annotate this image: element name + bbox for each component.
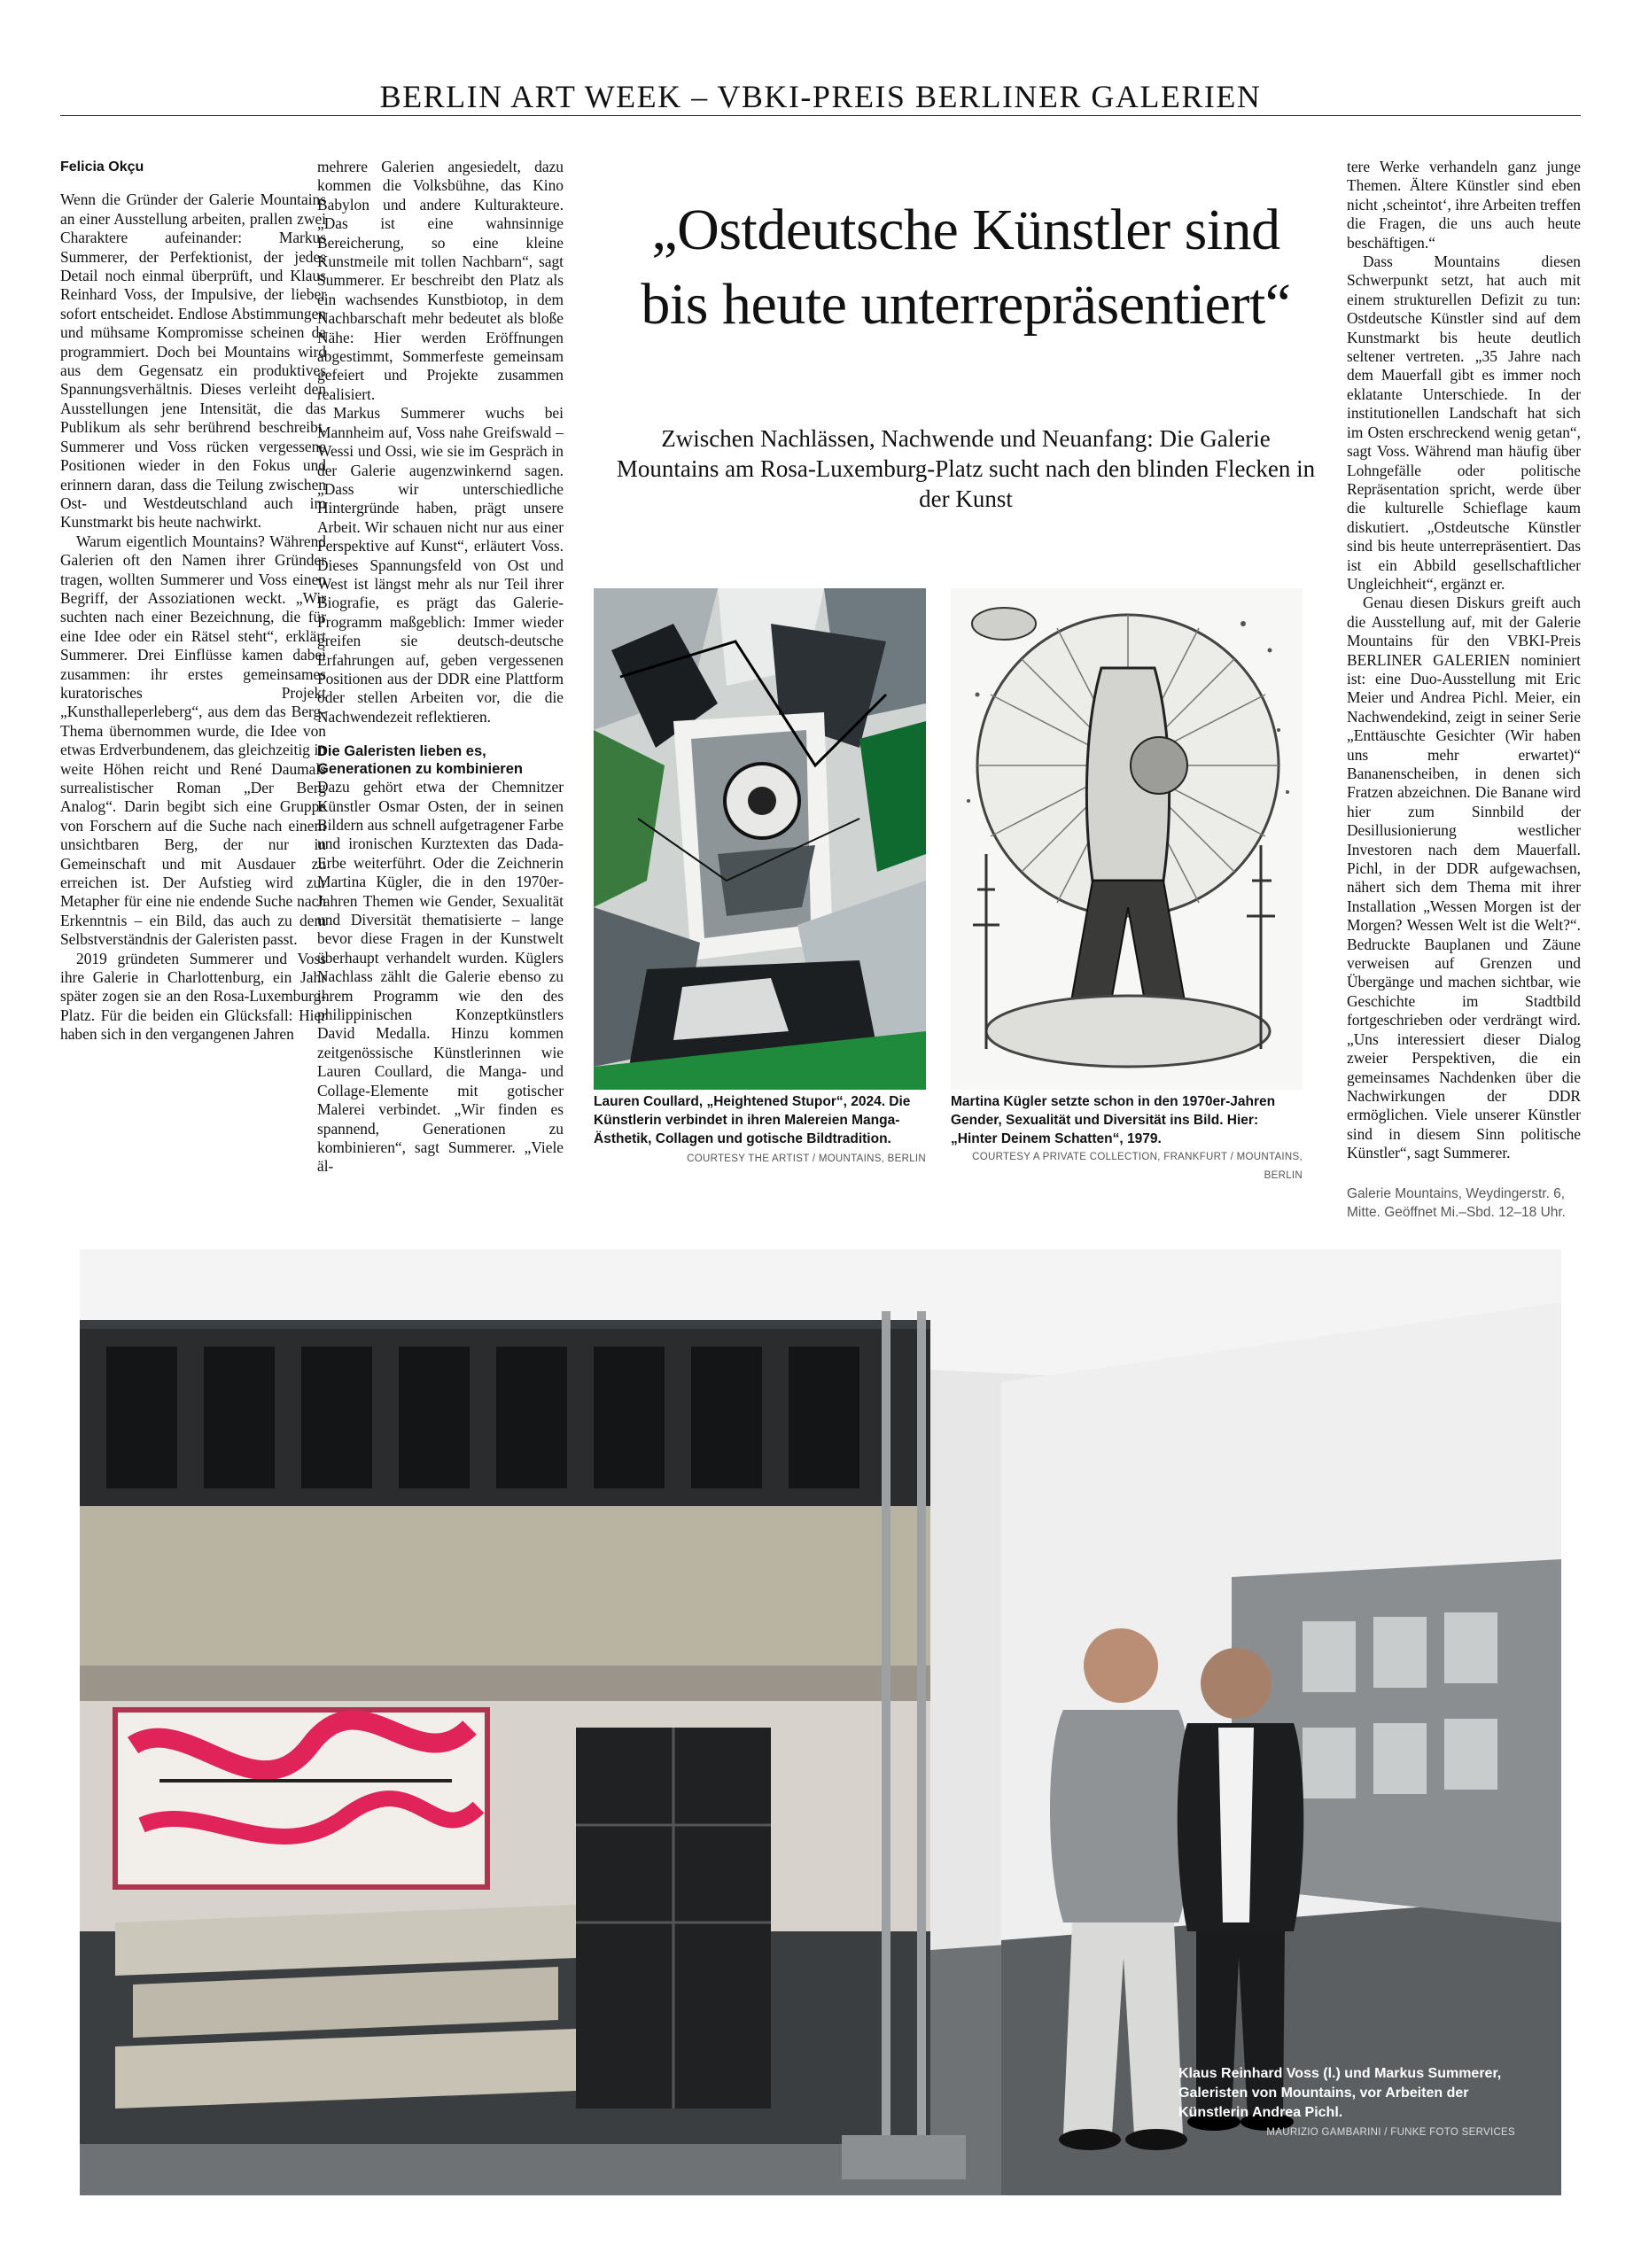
paragraph: Dass Mountains diesen Schwerpunkt setzt, hat auch mit einem strukturellen Defizit zu tun: Ostdeutsche Künstler sind auf dem Kunstmarkt bis heute deutlich seltener vertreten. „35 Jahre nach dem Mauerfall gibt es immer noch eklatante Unterschiede. In der institutionellen Landschaft hat sich im Osten erschreckend wenig getan“, sagt Voss. Während man häufig über Lohngefälle oder politische Repräsentation spricht, werde über die kulturelle Schieflage kaum diskutiert. „Ostdeutsche Künstler sind bis heute unterrepräsentiert. Das ist ein Abbild gesellschaftlicher Ungleichheit“, ergänzt er. — [1347, 252, 1581, 593]
painting-illustration — [594, 588, 926, 1090]
headline: „Ostdeutsche Künstler sind bis heute unterrepräsentiert“ — [641, 198, 1291, 337]
paragraph: tere Werke verhandeln ganz junge Themen. Ältere Künstler sind eben nicht ‚scheintot‘, ihre Arbeiten treffen die Fragen, die uns auch heute beschäftigen.“ — [1347, 158, 1581, 252]
gallery-info: Galerie Mountains, Weydingerstr. 6, Mitte. Geöffnet Mi.–Sbd. 12–18 Uhr. — [1347, 1185, 1566, 1220]
caption-text: Klaus Reinhard Voss (l.) und Markus Summerer, Galeristen von Mountains, vor Arbeiten der Künstlerin Andrea Pichl. — [1178, 2066, 1502, 2120]
photo-credit: COURTESY A PRIVATE COLLECTION, FRANKFURT / MOUNTAINS, BERLIN — [972, 1152, 1303, 1181]
article-column-4 — [1347, 158, 1581, 1222]
photo-credit: MAURIZIO GAMBARINI / FUNKE FOTO SERVICES — [1266, 2127, 1515, 2138]
paragraph: Markus Summerer wuchs bei Mannheim auf, Voss nahe Greifswald – Wessi und Ossi, wie sie im Gespräch in der Galerie augenzwinkernd sagen. „Dass wir unterschiedliche Hintergründe haben, prägt unsere Arbeit. Wir schauen nicht nur aus einer Perspektive auf Kunst“, erläutert Voss. Dieses Spannungsfeld von Ost und West ist längst mehr als nur Teil ihrer Biografie, es prägt das Galerie-Programm maßgeblich: Immer wieder greifen sie deutsch-deutsche Erfahrungen auf, geben vergessenen Positionen aus der DDR eine Plattform oder stellen Arbeiten vor, die die Nachwendezeit reflektieren. — [317, 404, 564, 726]
paragraph: Wenn die Gründer der Galerie Mountains an einer Ausstellung arbeiten, prallen zwei Charaktere aufeinander: Markus Summerer, der Perfektionist, der jedes Detail noch einmal überprüft, und Klaus Reinhard Voss, der Impulsive, der lieber sofort entscheidet. Endlose Abstimmungen und mühsame Kompromisse scheinen da programmiert. Doch bei Mountains wird aus dem Gegensatz ein produktives Spannungsverhältnis. Dieses verleiht den Ausstellungen jene Intensität, die das Publikum als sehr berührend beschreibt. Summerer und Voss rücken vergessene Positionen wieder in den Fokus und erinnern daran, dass die Teilung zwischen Ost- und Westdeutschland auch im Kunstmarkt bis heute nachwirkt. — [60, 190, 326, 532]
paragraph: Genau diesen Diskurs greift auch die Ausstellung auf, mit der Galerie Mountains für den VBKI-Preis BERLINER GALERIEN nominiert ist: eine Duo-Ausstellung mit Eric Meier und Andrea Pichl. Meier, ein Nachwendekind, zeigt in seiner Serie „Enttäuschte Gesichter (Wir haben uns mehr erwartet)“ Bananenscheiben, in denen sich Fratzen abzeichnen. Die Banane wird hier zum Sinnbild der Desillusionierung westlicher Investoren nach dem Mauerfall. Pichl, in der DDR aufgewachsen, nähert sich dem Thema mit ihrer Installation „Wessen Morgen ist der Morgen? Wessen Welt ist die Welt?“. Bedruckte Bauplanen und Zäune verweisen auf Grenzen und Übergänge und machen sichtbar, wie Geschichte im Stadtbild fortgeschrieben oder verdrängt wird. „Uns interessiert dieser Dialog zweier Perspektiven, die ein gemeinsames Nachdenken über die Nachwirkungen der DDR ermöglichen. Viele unserer Künstler sind in diesem Sinn politische Künstler“, sagt Summerer. — [1347, 594, 1581, 1162]
paragraph: mehrere Galerien angesiedelt, dazu kommen die Volksbühne, das Kino Babylon und andere Kulturakteure. „Das ist eine wahnsinnige Bereicherung, so eine kleine Kunstmeile mit tollen Nachbarn“, sagt Summerer. Er beschreibt den Platz als ein wachsendes Kunstbiotop, in dem Nachbarschaft mehr bedeutet als bloße Nähe: Hier werden Eröffnungen abgestimmt, Sommerfeste gemeinsam gefeiert und Projekte zusammen realisiert. — [317, 158, 564, 403]
paragraph: 2019 gründeten Summerer und Voss ihre Galerie in Charlottenburg, ein Jahr später zogen sie an den Rosa-Luxemburg-Platz. Für die beiden ein Glücksfall: Hier haben sich in den vergangenen Jahren — [60, 949, 326, 1044]
photo-credit: COURTESY THE ARTIST / MOUNTAINS, BERLIN — [687, 1153, 926, 1164]
running-head: BERLIN ART WEEK – VBKI-PREIS BERLINER GALERIEN — [379, 79, 1262, 114]
image-caption-kuegler — [951, 1092, 1303, 1185]
caption-text: Martina Kügler setzte schon in den 1970er-Jahren Gender, Sexualität und Diversität ins Bild. Hier: „Hinter Deinem Schatten“, 1979. — [951, 1094, 1276, 1146]
image-caption-coullard — [594, 1092, 926, 1169]
header-rule — [60, 115, 1581, 116]
subheading: Die Galeristen lieben es, Generationen zu kombinieren — [317, 743, 523, 778]
drawing-illustration — [951, 588, 1303, 1090]
byline: Felicia Okçu — [60, 159, 144, 175]
artwork-image-coullard — [594, 588, 926, 1090]
caption-text: Lauren Coullard, „Heightened Stupor“, 2024. Die Künstlerin verbindet in ihren Malereien Manga-Ästhetik, Collagen und gotische Bildtradition. — [594, 1094, 911, 1146]
article-column-1 — [60, 158, 326, 1045]
paragraph: Dazu gehört etwa der Chemnitzer Künstler Osmar Osten, der in seinen Bildern aus schnell aufgetragener Farbe und ironischen Kurztexten das Dada-Erbe weiterführt. Oder die Zeichnerin Martina Kügler, die in den 1970er-Jahren Themen wie Gender, Sexualität und Diversität thematisierte – lange bevor diese Fragen in der Kunstwelt überhaupt verhandelt wurden. Küglers Nachlass zählt die Galerie ebenso zu ihrem Programm wie den des philippinischen Konzeptkünstlers David Medalla. Hinzu kommen zeitgenössische Künstlerinnen wie Lauren Coullard, die Manga- und Collage-Elemente mit gotischer Malerei verbindet. „Wir finden es spannend, Generationen zu kombinieren“, sagt Summerer. „Viele äl- — [317, 778, 564, 1176]
image-caption-gallerists — [1178, 2064, 1515, 2142]
artwork-image-kuegler — [951, 588, 1303, 1090]
deck: Zwischen Nachlässen, Nachwende und Neuanfang: Die Galerie Mountains am Rosa-Luxemburg-Platz sucht nach den blinden Flecken in der Kunst — [616, 425, 1316, 512]
article-column-2 — [317, 158, 564, 1177]
gallery-photo-illustration — [80, 1249, 1561, 2195]
main-photo — [80, 1249, 1561, 2195]
paragraph: Warum eigentlich Mountains? Während Galerien oft den Namen ihrer Gründer tragen, wollten Summerer und Voss einen Begriff, der Assoziationen weckt. „Wir suchten nach einer Bezeichnung, die für eine Idee oder ein Rätsel steht“, erklärt Summerer. Drei Einflüsse kamen dabei zusammen: ihr erstes gemeinsames kuratorisches Projekt „Kunsthalleperleberg“, aus dem das Berg-Thema übernommen wurde, die Idee von etwas Erdverbundenem, das gleichzeitig in weite Höhen reicht und René Daumals surrealistischer Roman „Der Berg Analog“. Darin begibt sich eine Gruppe von Forschern auf die Suche nach einem unsichtbaren Berg, der nur in Gemeinschaft und mit Ausdauer zu erreichen ist. Der Aufstieg wird zur Metapher für eine nie endende Suche nach Erkenntnis – ein Bild, das auch zu dem Selbstverständnis der Galeristen passt. — [60, 532, 326, 949]
